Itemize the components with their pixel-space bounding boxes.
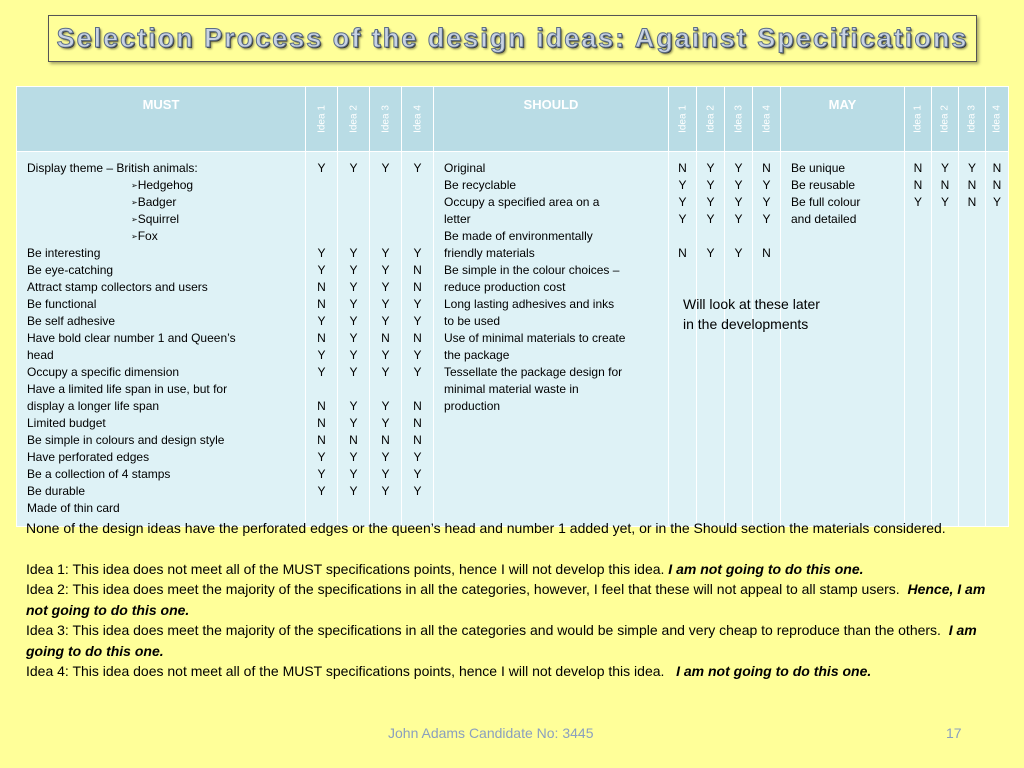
yes-no-value: Y — [317, 246, 326, 260]
yes-no-value: Y — [381, 280, 390, 294]
yes-no-value: Y — [967, 161, 976, 175]
yes-no-value: Y — [381, 450, 390, 464]
yes-no-value: Y — [381, 314, 390, 328]
yes-no-value: Y — [349, 399, 358, 413]
yes-no-value: Y — [349, 450, 358, 464]
yes-no-value: Y — [706, 178, 715, 192]
criterion-line: Be interesting — [27, 246, 101, 260]
must-idea-3-values — [370, 152, 402, 527]
must-idea-2-header: Idea 2 — [338, 87, 370, 152]
yes-no-value: N — [317, 416, 326, 430]
criterion-line: Be made of environmentally — [444, 229, 593, 243]
yes-no-value: Y — [762, 212, 771, 226]
yes-no-value: Y — [413, 365, 422, 379]
must-idea-3-header: Idea 3 — [370, 87, 402, 152]
yes-no-value: Y — [734, 161, 743, 175]
summary-intro: None of the design ideas have the perforated edges or the queen’s head and number 1 added yet, or in the Should section the materials considered. — [26, 520, 946, 536]
criterion-line: Limited budget — [27, 416, 106, 430]
yes-no-value — [306, 381, 337, 398]
yes-no-value: Y — [762, 178, 771, 192]
should-idea-4-values — [753, 152, 781, 527]
yes-no-value — [725, 228, 752, 245]
yes-no-value: Y — [940, 161, 949, 175]
should-idea-3-values — [725, 152, 753, 527]
criterion-line: head — [27, 348, 54, 362]
should-idea-3-header: Idea 3 — [725, 87, 753, 152]
summary-text — [26, 518, 996, 682]
yes-no-value: N — [317, 399, 326, 413]
yes-no-value: Y — [381, 297, 390, 311]
yes-no-value: Y — [381, 399, 390, 413]
yes-no-value — [402, 177, 433, 194]
yes-no-value: N — [413, 399, 422, 413]
yes-no-value: Y — [413, 348, 422, 362]
footer-author: John Adams Candidate No: 3445 — [388, 725, 594, 741]
development-note: Will look at these later in the developments — [683, 296, 820, 332]
criterion-line: Made of thin card — [27, 501, 120, 515]
yes-no-value: Y — [317, 263, 326, 277]
yes-no-value: Y — [317, 467, 326, 481]
criterion-line: Be eye-catching — [27, 263, 114, 277]
may-idea-3-values — [959, 152, 986, 527]
should-idea-2-values — [697, 152, 725, 527]
criterion-line: Occupy a specific dimension — [27, 365, 180, 379]
yes-no-value: N — [381, 433, 390, 447]
yes-no-value — [338, 194, 369, 211]
yes-no-value: Y — [913, 195, 922, 209]
criterion-line: Tessellate the package design for — [444, 365, 623, 379]
yes-no-value: N — [317, 297, 326, 311]
must-header: MUST — [17, 87, 306, 152]
should-idea-1-values — [669, 152, 697, 527]
yes-no-value: Y — [349, 246, 358, 260]
may-idea-4-header: Idea 4 — [986, 87, 1009, 152]
yes-no-value: N — [967, 178, 977, 192]
yes-no-value: Y — [349, 365, 358, 379]
may-idea-2-values — [932, 152, 959, 527]
yes-no-value — [338, 211, 369, 228]
yes-no-value: N — [317, 433, 326, 447]
yes-no-value: N — [913, 178, 923, 192]
yes-no-value: Y — [381, 263, 390, 277]
yes-no-value: Y — [381, 246, 390, 260]
yes-no-value — [402, 228, 433, 245]
yes-no-value — [306, 194, 337, 211]
must-idea-2-values — [338, 152, 370, 527]
yes-no-value: Y — [349, 263, 358, 277]
yes-no-value: N — [413, 280, 422, 294]
criterion-line: Be durable — [27, 484, 86, 498]
yes-no-value: Y — [678, 178, 687, 192]
yes-no-value — [370, 177, 401, 194]
should-idea-1-header: Idea 1 — [669, 87, 697, 152]
criterion-line: and detailed — [791, 212, 857, 226]
yes-no-value — [370, 211, 401, 228]
criteria-row — [17, 152, 1009, 527]
yes-no-value: Y — [349, 467, 358, 481]
may-idea-3-header: Idea 3 — [959, 87, 986, 152]
yes-no-value: Y — [381, 467, 390, 481]
slide-title: Selection Process of the design ideas: Against Specifications — [56, 23, 969, 53]
yes-no-value: Y — [413, 161, 422, 175]
criterion-line: to be used — [444, 314, 501, 328]
criterion-line: Original — [444, 161, 486, 175]
yes-no-value: Y — [349, 280, 358, 294]
yes-no-value — [338, 177, 369, 194]
yes-no-value: N — [413, 331, 422, 345]
yes-no-value: N — [913, 161, 923, 175]
criterion-line: Be self adhesive — [27, 314, 116, 328]
criterion-line: Be simple in the colour choices – — [444, 263, 620, 277]
criterion-line: Be recyclable — [444, 178, 517, 192]
criterion-line: ➢ Badger — [27, 194, 295, 211]
may-header: MAY — [781, 87, 905, 152]
yes-no-value: Y — [706, 195, 715, 209]
yes-no-value — [669, 228, 696, 245]
yes-no-value — [306, 500, 337, 517]
yes-no-value — [338, 500, 369, 517]
idea-3-verdict: I am going to do this one. — [26, 622, 977, 659]
must-idea-1-header: Idea 1 — [306, 87, 338, 152]
idea-1-summary: Idea 1: This idea does not meet all of the MUST specifications points, hence I will not develop this idea. I am not going to do this one. — [26, 560, 864, 577]
yes-no-value: Y — [317, 314, 326, 328]
yes-no-value: Y — [678, 195, 687, 209]
yes-no-value — [402, 211, 433, 228]
criterion-line: minimal material waste in — [444, 382, 579, 396]
page-number: 17 — [946, 725, 962, 741]
yes-no-value — [697, 228, 724, 245]
should-header: SHOULD — [434, 87, 669, 152]
yes-no-value: Y — [413, 467, 422, 481]
criterion-line: letter — [444, 212, 471, 226]
criterion-line: Have perforated edges — [27, 450, 150, 464]
yes-no-value: N — [381, 331, 390, 345]
yes-no-value — [370, 194, 401, 211]
yes-no-value: Y — [413, 484, 422, 498]
yes-no-value: N — [762, 246, 771, 260]
yes-no-value: Y — [413, 314, 422, 328]
specification-table — [16, 86, 1009, 527]
criterion-line: Be functional — [27, 297, 97, 311]
yes-no-value: Y — [317, 484, 326, 498]
yes-no-value — [338, 381, 369, 398]
yes-no-value: Y — [413, 450, 422, 464]
yes-no-value: N — [678, 246, 687, 260]
yes-no-value: Y — [992, 195, 1001, 209]
yes-no-value — [306, 177, 337, 194]
must-idea-1-values — [306, 152, 338, 527]
yes-no-value: N — [992, 178, 1002, 192]
yes-no-value: Y — [762, 195, 771, 209]
yes-no-value: N — [992, 161, 1002, 175]
yes-no-value: N — [413, 263, 422, 277]
yes-no-value: N — [413, 416, 422, 430]
yes-no-value: Y — [317, 450, 326, 464]
yes-no-value: Y — [349, 416, 358, 430]
yes-no-value — [370, 381, 401, 398]
yes-no-value: N — [678, 161, 687, 175]
yes-no-value — [402, 500, 433, 517]
yes-no-value — [402, 194, 433, 211]
criterion-line: display a longer life span — [27, 399, 160, 413]
yes-no-value: Y — [413, 246, 422, 260]
yes-no-value: Y — [734, 212, 743, 226]
criterion-line: Be full colour — [791, 195, 861, 209]
yes-no-value: Y — [349, 314, 358, 328]
idea-4-verdict: I am not going to do this one. — [676, 663, 872, 679]
yes-no-value — [338, 228, 369, 245]
yes-no-value: N — [349, 433, 358, 447]
criterion-line: Have bold clear number 1 and Queen’s — [27, 331, 236, 345]
yes-no-value: N — [762, 161, 771, 175]
idea-2-summary: Idea 2: This idea does meet the majority of the specifications in all the categories, however, I feel that these will not appeal to all stamp users. Hence, I am not going to do this one. — [26, 581, 986, 618]
yes-no-value: Y — [706, 161, 715, 175]
criterion-line: ➢ Fox — [27, 228, 295, 245]
should-criteria — [434, 152, 669, 527]
criterion-line: Attract stamp collectors and users — [27, 280, 208, 294]
yes-no-value — [753, 228, 780, 245]
may-idea-2-header: Idea 2 — [932, 87, 959, 152]
criterion-line: Have a limited life span in use, but for — [27, 382, 228, 396]
yes-no-value — [306, 228, 337, 245]
yes-no-value: Y — [734, 178, 743, 192]
criterion-line: Be reusable — [791, 178, 856, 192]
criterion-line: ➢ Hedgehog — [27, 177, 295, 194]
header-row — [17, 87, 1009, 152]
yes-no-value: Y — [317, 365, 326, 379]
criterion-line: friendly materials — [444, 246, 535, 260]
criterion-line: reduce production cost — [444, 280, 566, 294]
yes-no-value — [370, 228, 401, 245]
may-idea-4-values — [986, 152, 1009, 527]
criterion-line: Use of minimal materials to create — [444, 331, 626, 345]
yes-no-value: Y — [349, 348, 358, 362]
yes-no-value: Y — [940, 195, 949, 209]
criterion-line: Be a collection of 4 stamps — [27, 467, 171, 481]
criterion-line: ➢ Squirrel — [27, 211, 295, 228]
yes-no-value: N — [940, 178, 950, 192]
yes-no-value: Y — [381, 161, 390, 175]
yes-no-value: Y — [706, 212, 715, 226]
yes-no-value: Y — [381, 365, 390, 379]
yes-no-value: Y — [734, 246, 743, 260]
yes-no-value: Y — [381, 484, 390, 498]
yes-no-value: N — [413, 433, 422, 447]
criterion-line: production — [444, 399, 501, 413]
idea-2-verdict: Hence, I am not going to do this one. — [26, 581, 986, 618]
criterion-line: Long lasting adhesives and inks — [444, 297, 615, 311]
yes-no-value: Y — [349, 297, 358, 311]
yes-no-value: Y — [381, 348, 390, 362]
yes-no-value: Y — [317, 161, 326, 175]
criterion-line: Occupy a specified area on a — [444, 195, 600, 209]
yes-no-value: N — [317, 331, 326, 345]
may-criteria — [781, 152, 905, 527]
yes-no-value: N — [967, 195, 977, 209]
criterion-line: Be simple in colours and design style — [27, 433, 225, 447]
should-idea-4-header: Idea 4 — [753, 87, 781, 152]
criterion-line: the package — [444, 348, 510, 362]
yes-no-value — [370, 500, 401, 517]
idea-3-summary: Idea 3: This idea does meet the majority of the specifications in all the categories and would be simple and very cheap to reproduce than the others. I am going to do this one. — [26, 622, 977, 659]
yes-no-value: Y — [349, 331, 358, 345]
yes-no-value: Y — [413, 297, 422, 311]
should-idea-2-header: Idea 2 — [697, 87, 725, 152]
yes-no-value — [306, 211, 337, 228]
must-criteria — [17, 152, 306, 527]
yes-no-value: Y — [349, 484, 358, 498]
must-idea-4-values — [402, 152, 434, 527]
criterion-line: Be unique — [791, 161, 846, 175]
yes-no-value: Y — [706, 246, 715, 260]
criterion-line: Display theme – British animals: — [27, 161, 198, 175]
may-idea-1-header: Idea 1 — [905, 87, 932, 152]
may-idea-1-values — [905, 152, 932, 527]
idea-1-verdict: I am not going to do this one. — [668, 560, 864, 577]
idea-4-summary: Idea 4: This idea does not meet all of the MUST specifications points, hence I will not develop this idea. I am not going to do this one. — [26, 663, 872, 679]
yes-no-value: Y — [381, 416, 390, 430]
yes-no-value: Y — [317, 348, 326, 362]
yes-no-value: Y — [678, 212, 687, 226]
yes-no-value: Y — [734, 195, 743, 209]
must-idea-4-header: Idea 4 — [402, 87, 434, 152]
yes-no-value: N — [317, 280, 326, 294]
yes-no-value — [402, 381, 433, 398]
yes-no-value: Y — [349, 161, 358, 175]
